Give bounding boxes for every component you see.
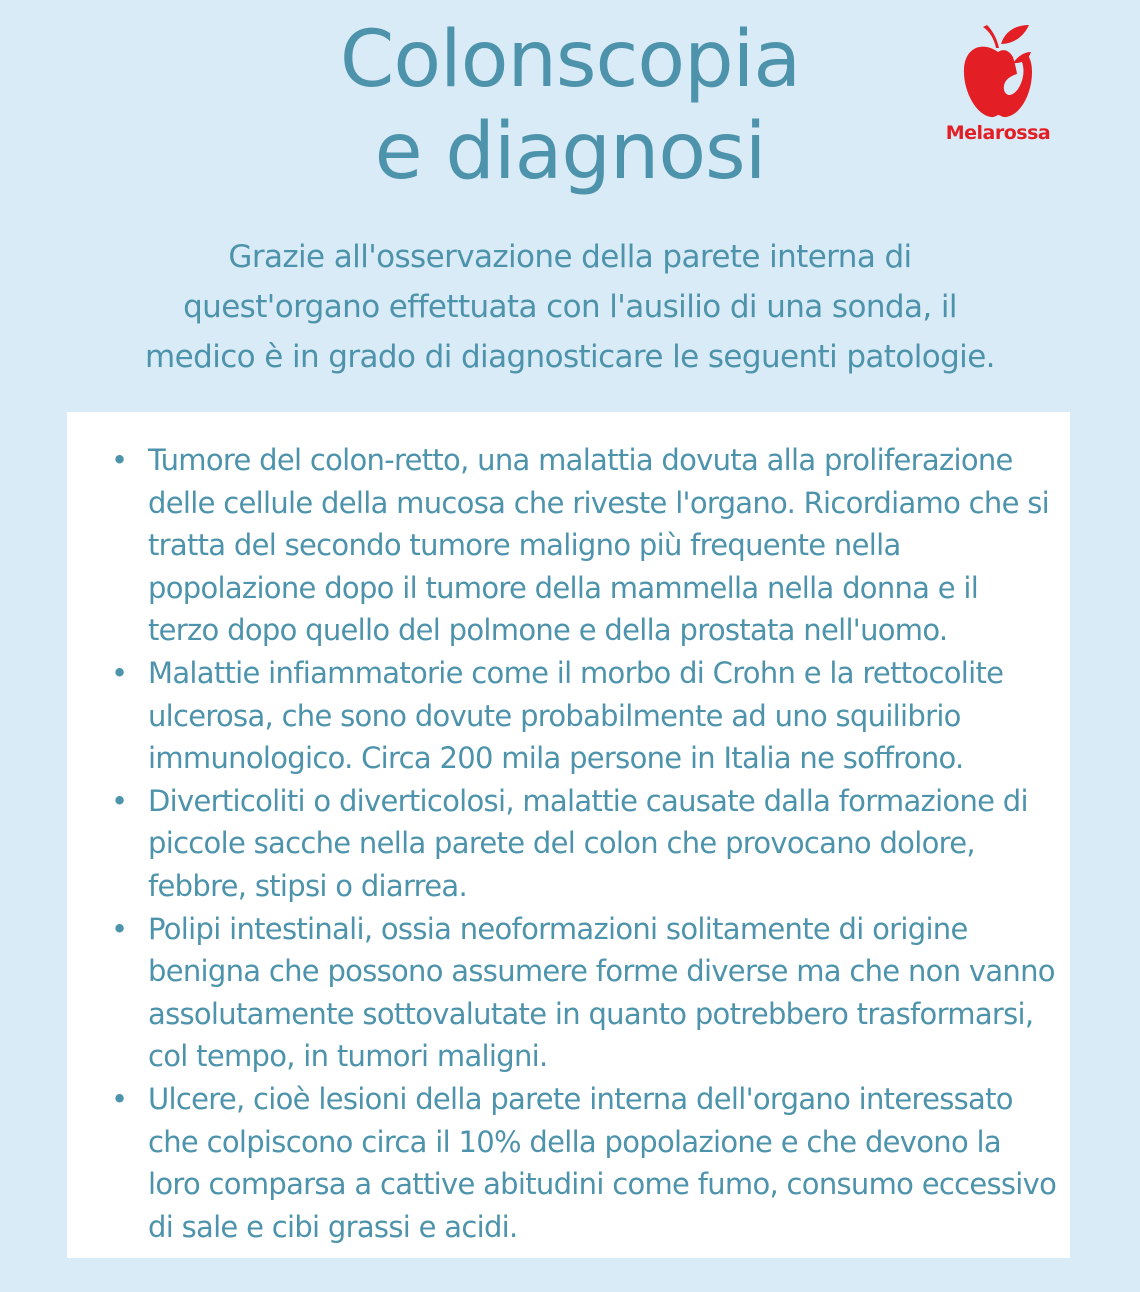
item-line: Polipi intestinali, ossia neoformazioni solitamente di origine [148,911,968,946]
bullet-icon: • [111,443,128,477]
item-line: di sale e cibi grassi e acidi. [148,1209,518,1244]
list-item [107,1078,1057,1248]
item-line: febbre, stipsi o diarrea. [148,868,467,903]
title-line-2: e diagnosi [374,107,766,197]
bullet-icon: • [111,1081,128,1116]
item-line: Tumore del colon-retto, una malattia dovuta alla proliferazione [148,443,1013,477]
item-line: tratta del secondo tumore maligno più frequente nella [148,528,901,563]
item-line: Ulcere, cioè lesioni della parete interna dell'organo interessato [148,1081,1013,1116]
item-line: piccole sacche nella parete del colon che provocano dolore, [148,826,975,861]
pathologies-list [107,439,1057,1248]
intro-line-1: Grazie all'osservazione della parete interna di [228,239,912,275]
intro-line-3: medico è in grado di diagnosticare le seguenti patologie. [145,339,995,375]
bullet-icon: • [111,783,128,818]
intro-line-2: quest'organo effettuata con l'ausilio di una sonda, il [183,289,957,325]
item-line: Malattie infiammatorie come il morbo di Crohn e la rettocolite [148,655,1004,690]
brand-name: Melarossa [945,122,1051,144]
item-line: terzo dopo quello del polmone e della prostata nell'uomo. [148,613,948,648]
list-item [107,439,1057,652]
bullet-icon: • [111,911,128,946]
item-line: immunologico. Circa 200 mila persone in Italia ne soffrono. [148,741,964,776]
list-item [107,652,1057,780]
item-line: ulcerosa, che sono dovute probabilmente ad uno squilibrio [148,698,961,733]
item-line: col tempo, in tumori maligni. [148,1039,548,1074]
item-line: loro comparsa a cattive abitudini come fumo, consumo eccessivo [148,1167,1057,1202]
item-line: che colpiscono circa il 10% della popolazione e che devono la [148,1124,1001,1159]
pathologies-card [67,412,1070,1258]
intro-text [80,232,1060,382]
brand-logo [936,22,1060,152]
item-line: popolazione dopo il tumore della mammella nella donna e il [148,570,979,605]
item-line: assolutamente sottovalutate in quanto potrebbero trasformarsi, [148,996,1034,1031]
title-line-1: Colonscopia [339,15,801,105]
list-item [107,780,1057,908]
apple-icon [961,22,1035,120]
item-line: benigna che possono assumere forme diverse ma che non vanno [148,954,1055,989]
item-line: Diverticoliti o diverticolosi, malattie causate dalla formazione di [148,783,1028,818]
bullet-icon: • [111,655,128,690]
item-line: delle cellule della mucosa che riveste l'organo. Ricordiamo che si [148,485,1050,520]
list-item [107,908,1057,1078]
